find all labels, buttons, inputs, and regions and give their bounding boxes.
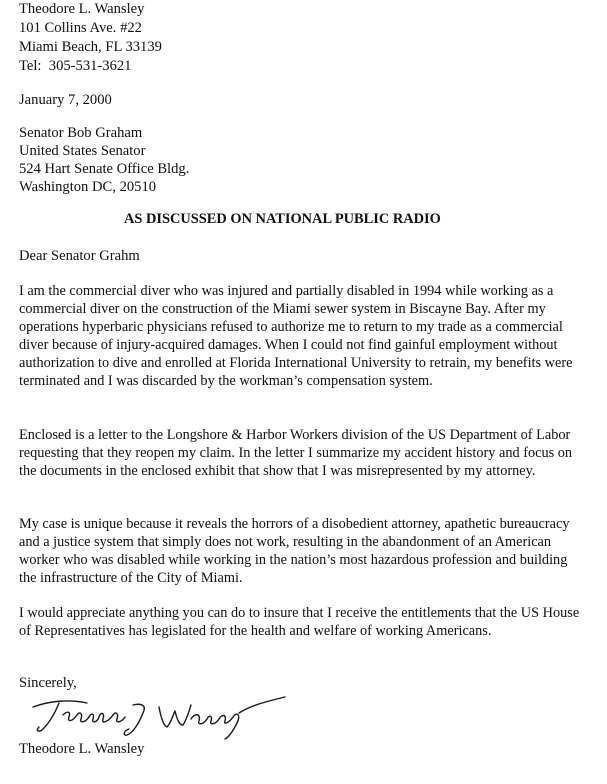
body-paragraph: Enclosed is a letter to the Longshore & Harbor Workers division of the US Department of Labor requesting that they reopen my claim. In the letter I summarize my accident history and focus on the documents in the enclosed exhibit that show that I was misrepresented by my attorney.: [19, 427, 573, 479]
signer-name: Theodore L. Wansley: [19, 741, 145, 757]
recipient-name: Senator Bob Graham: [19, 125, 143, 141]
body-paragraph: My case is unique because it reveals the horrors of a disobedient attorney, apathetic bureaucracy and a justice system that simply does not work, resulting in the abandonment of an American worker who was disabled while working in the nation’s most hazardous profession and building the infrastructure of the City of Miami.: [19, 516, 570, 586]
subject-line: AS DISCUSSED ON NATIONAL PUBLIC RADIO: [124, 211, 441, 227]
sender-name: Theodore L. Wansley: [19, 1, 145, 17]
sender-city: Miami Beach, FL 33139: [19, 39, 162, 55]
sender-phone: Tel: 305-531-3621: [19, 58, 132, 74]
recipient-title: United States Senator: [19, 143, 146, 159]
salutation: Dear Senator Grahm: [19, 248, 140, 264]
body-paragraph: I am the commercial diver who was injured and partially disabled in 1994 while working as a commercial diver on the construction of the Miami sewer system in Biscayne Bay. After my operations hyperbaric physicians refused to authorize me to return to my trade as a commercial diver because of injury-acquired damages. When I could not find gainful employment without authorization to dive and enrolled at Florida International University to retrain, my benefits were terminated and I was discarded by the workman’s compensation system.: [19, 283, 573, 389]
letter-date: January 7, 2000: [19, 92, 112, 108]
sender-street: 101 Collins Ave. #22: [19, 20, 142, 36]
closing: Sincerely,: [19, 675, 77, 691]
recipient-office: 524 Hart Senate Office Bldg.: [19, 161, 190, 177]
body-paragraph: I would appreciate anything you can do to insure that I receive the entitlements that the US House of Representatives has legislated for the health and welfare of working Americans.: [19, 605, 580, 639]
recipient-address-block: [19, 124, 189, 196]
sender-address-block: [19, 0, 162, 76]
recipient-city: Washington DC, 20510: [19, 179, 157, 195]
handwritten-signature: [29, 693, 289, 741]
